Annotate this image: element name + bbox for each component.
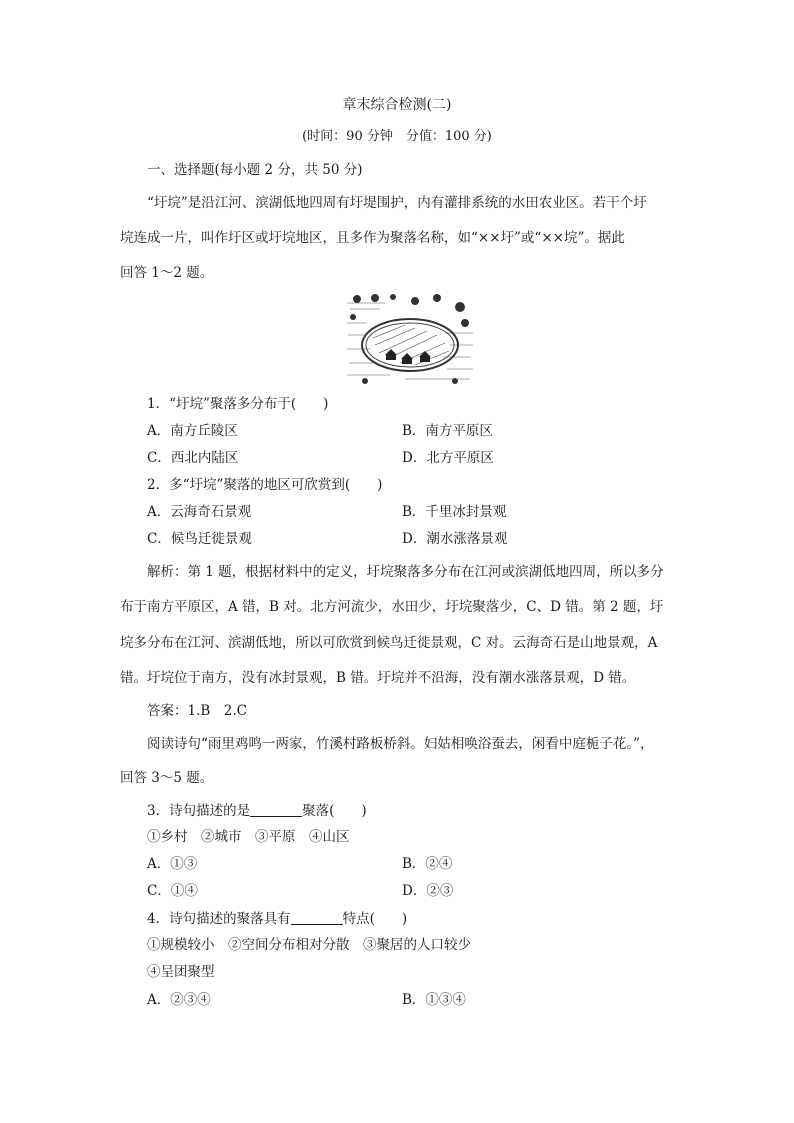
q4-blank bbox=[291, 910, 343, 925]
q2-option-a: A．云海奇石景观 bbox=[147, 504, 252, 520]
q2-option-c: C．候鸟迁徙景观 bbox=[147, 531, 252, 547]
q3-stem-post: 聚落( ) bbox=[302, 803, 367, 819]
q2-option-d: D．潮水涨落景观 bbox=[402, 531, 508, 547]
analysis-line-2: 布于南方平原区，A 错，B 对。北方河流少，水田少，圩垸聚落少，C、D 错。第 2 题，圩 bbox=[120, 599, 664, 615]
q2-stem: 2．多“圩垸”聚落的地区可欣赏到( ) bbox=[147, 477, 383, 493]
section-heading: 一、选择题(每小题 2 分，共 50 分) bbox=[147, 162, 363, 178]
q4-option-b: B．①③④ bbox=[402, 992, 466, 1008]
analysis-line-1: 解析：第 1 题，根据材料中的定义，圩垸聚落多分布在江河或滨湖低地四周，所以多分 bbox=[147, 564, 664, 580]
q4-stem-post: 特点( ) bbox=[342, 911, 408, 927]
q4-stem-pre: 4．诗句描述的聚落具有 bbox=[147, 911, 291, 927]
page-title: 章末综合检测(二) bbox=[342, 97, 452, 113]
intro-line-1: “圩垸”是沿江河、滨湖低地四周有圩堤围护，内有灌排系统的水田农业区。若干个圩 bbox=[147, 195, 647, 211]
q3-option-b: B．②④ bbox=[402, 856, 453, 872]
q3-stem bbox=[147, 802, 367, 820]
q3-stem-pre: 3．诗句描述的是 bbox=[147, 803, 251, 819]
q1-option-d: D．北方平原区 bbox=[402, 450, 494, 466]
q4-choices-1: ①规模较小 ②空间分布相对分散 ③聚居的人口较少 bbox=[147, 937, 471, 953]
poem-line-2: 回答 3～5 题。 bbox=[120, 770, 214, 786]
intro-line-2: 垸连成一片，叫作圩区或圩垸地区，且多作为聚落名称，如“××圩”或“××垸”。据此 bbox=[120, 230, 625, 246]
q4-stem bbox=[147, 910, 407, 928]
answer-text: 答案：1.B 2.C bbox=[147, 703, 248, 719]
q1-option-b: B．南方平原区 bbox=[402, 423, 493, 439]
poem-line-1: 阅读诗句“雨里鸡鸣一两家，竹溪村路板桥斜。妇姑相唤浴蚕去，闲看中庭栀子花。”， bbox=[147, 736, 654, 752]
q1-stem: 1．“圩垸”聚落多分布于( ) bbox=[147, 396, 329, 412]
analysis-line-4: 错。圩垸位于南方，没有冰封景观，B 错。圩垸并不沿海，没有潮水涨落景观，D 错。 bbox=[120, 670, 636, 686]
q2-option-b: B．千里冰封景观 bbox=[402, 504, 507, 520]
q3-choices: ①乡村 ②城市 ③平原 ④山区 bbox=[147, 829, 350, 845]
exam-meta: (时间：90 分钟 分值：100 分) bbox=[302, 129, 492, 144]
q4-choices-2: ④呈团聚型 bbox=[147, 964, 215, 980]
q3-option-c: C．①④ bbox=[147, 883, 198, 899]
analysis-line-3: 垸多分布在江河、滨湖低地，所以可欣赏到候鸟迁徙景观，C 对。云海奇石是山地景观，A bbox=[120, 635, 658, 651]
q3-blank bbox=[250, 802, 302, 817]
q4-option-a: A．②③④ bbox=[147, 992, 211, 1008]
q1-option-a: A．南方丘陵区 bbox=[147, 423, 238, 439]
q3-option-d: D．②③ bbox=[402, 883, 454, 899]
q1-option-c: C．西北内陆区 bbox=[147, 450, 239, 466]
polder-illustration bbox=[345, 293, 475, 385]
q3-option-a: A．①③ bbox=[147, 856, 198, 872]
intro-line-3: 回答 1～2 题。 bbox=[120, 265, 214, 281]
